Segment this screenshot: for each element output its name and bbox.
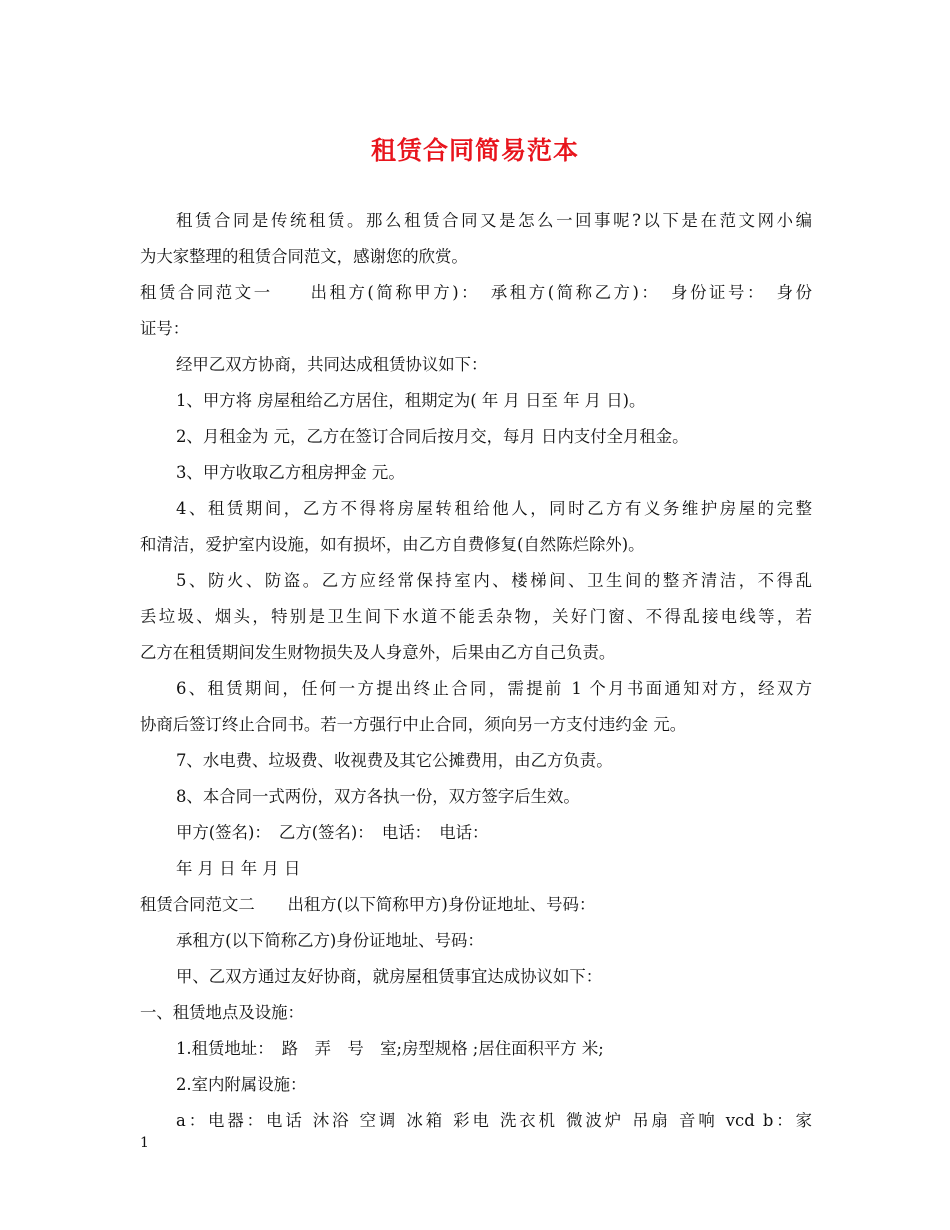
body-line: 1、甲方将 房屋租给乙方居住，租期定为( 年 月 日至 年 月 日)。 [176,391,646,410]
body-line: 甲、乙双方通过友好协商，就房屋租赁事宜达成协议如下： [176,967,603,986]
body-line: 租赁合同范文一 出租方(简称甲方)： 承租方(简称乙方)： 身份证号： 身份 [140,283,812,302]
body-line: 租赁合同范文二 出租方(以下简称甲方)身份证地址、号码： [140,895,596,914]
body-line: 甲方(签名)： 乙方(签名)： 电话： 电话： [176,823,489,842]
body-line: 和清洁，爱护室内设施，如有损坏，由乙方自费修复(自然陈烂除外)。 [140,535,645,554]
body-line: 8、本合同一式两份，双方各执一份，双方签字后生效。 [176,787,580,806]
body-line: 经甲乙双方协商，共同达成租赁协议如下： [176,355,488,374]
body-line: a：电器：电话 沐浴 空调 冰箱 彩电 洗衣机 微波炉 吊扇 音响 vcd b：家 [176,1111,812,1130]
body-line: 证号： [140,319,190,338]
body-line: 协商后签订终止合同书。若一方强行中止合同，须向另一方支付违约金 元。 [140,715,687,734]
page-number: 1 [140,1135,149,1151]
body-line: 4、租赁期间，乙方不得将房屋转租给他人，同时乙方有义务维护房屋的完整 [176,499,812,518]
body-line: 承租方(以下简称乙方)身份证地址、号码： [176,931,484,950]
body-line: 乙方在租赁期间发生财物损失及人身意外，后果由乙方自己负责。 [140,643,616,662]
body-line: 2.室内附属设施： [176,1075,307,1094]
body-line: 一、租赁地点及设施： [140,1003,304,1022]
body-line: 为大家整理的租赁合同范文，感谢您的欣赏。 [140,247,468,266]
body-line: 年 月 日 年 月 日 [176,859,301,878]
body-line: 1.租赁地址： 路 弄 号 室;房型规格 ;居住面积平方 米; [176,1039,604,1058]
body-line: 5、防火、防盗。乙方应经常保持室内、楼梯间、卫生间的整齐清洁，不得乱 [176,571,812,590]
body-line: 2、月租金为 元，乙方在签订合同后按月交，每月 日内支付全月租金。 [176,427,689,446]
body-line: 3、甲方收取乙方租房押金 元。 [176,463,405,482]
body-line: 租赁合同是传统租赁。那么租赁合同又是怎么一回事呢?以下是在范文网小编 [176,211,812,230]
document-title: 租赁合同简易范本 [370,136,579,165]
body-line: 6、租赁期间，任何一方提出终止合同，需提前 1 个月书面通知对方，经双方 [176,679,812,698]
body-line: 7、水电费、垃圾费、收视费及其它公摊费用，由乙方负责。 [176,751,613,770]
body-line: 丢垃圾、烟头，特别是卫生间下水道不能丢杂物，关好门窗、不得乱接电线等，若 [140,607,812,626]
